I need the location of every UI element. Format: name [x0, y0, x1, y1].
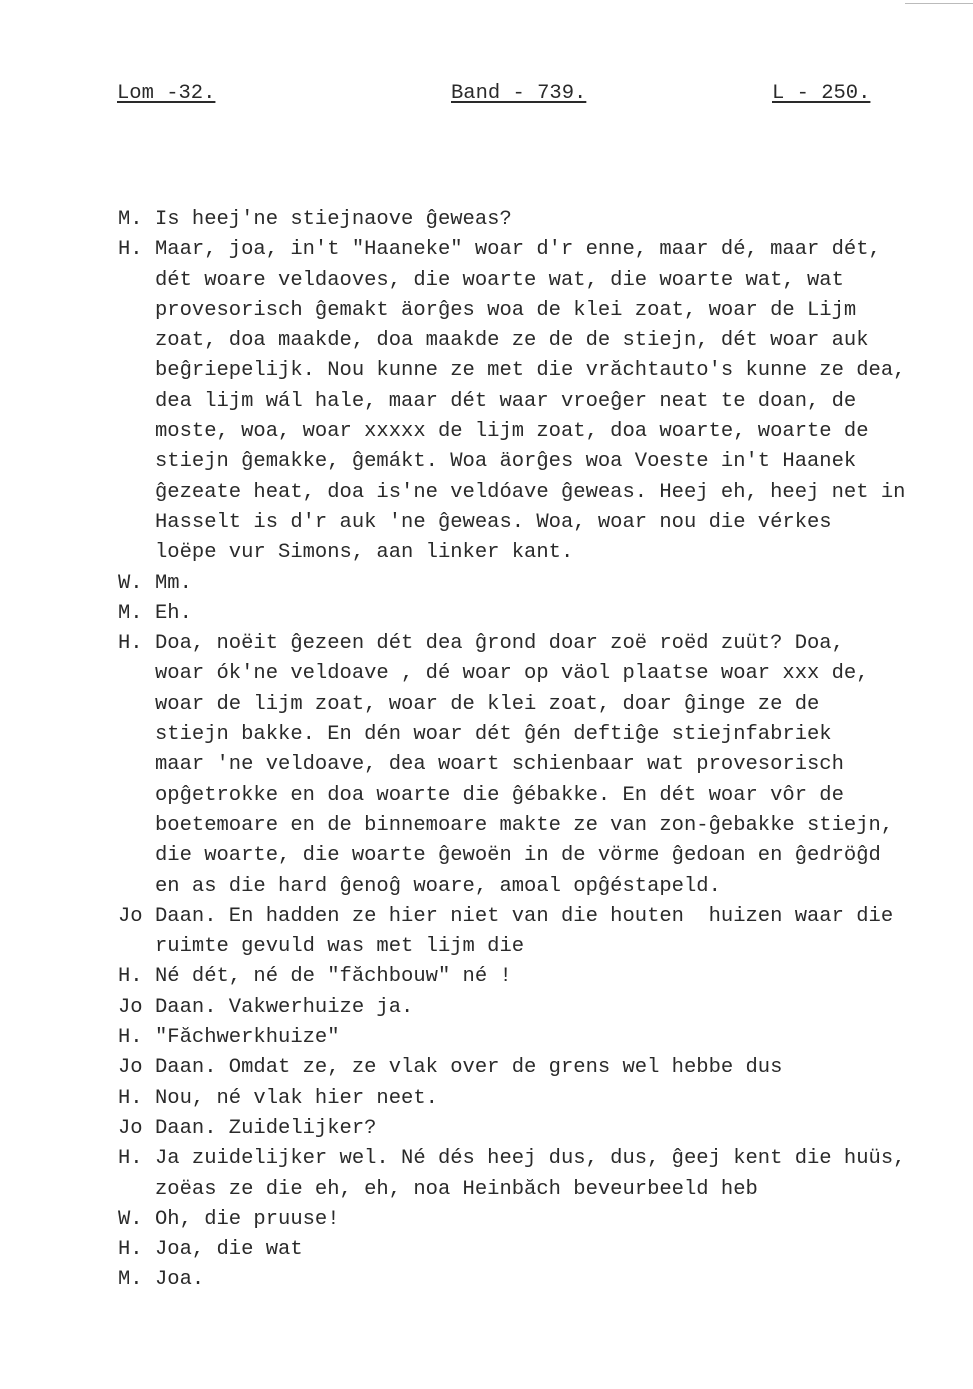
text-line: Daan. En hadden ze hier niet van die houten huizen waar die [155, 904, 894, 928]
dialogue-entry [118, 902, 905, 963]
text-line: Ja zuidelijker wel. Né dés heej dus, dus, ĝeej kent die huüs, [155, 1147, 906, 1171]
transcript [118, 205, 905, 1296]
dialogue-entry [118, 962, 905, 992]
utterance [155, 1235, 303, 1265]
text-line: "Făchwerkhuize" [155, 1026, 340, 1050]
text-line: Né dét, né de "făchbouw" né ! [155, 965, 512, 989]
utterance [155, 569, 192, 599]
dialogue-entry [118, 1205, 905, 1235]
text-line: Joa, die wat [155, 1238, 303, 1262]
text-line: opĝetrokke en doa woarte die ĝébakke. En dét woar vôr de [155, 783, 844, 807]
header-right: L - 250. [772, 82, 871, 105]
speaker-label: H. [118, 1238, 143, 1262]
speaker-label: H. [118, 238, 143, 262]
utterance [155, 993, 413, 1023]
utterance [155, 1053, 782, 1083]
text-line: Daan. Omdat ze, ze vlak over de grens wel hebbe dus [155, 1056, 783, 1080]
text-line: Is heej'ne stiejnaove ĝeweas? [155, 208, 512, 231]
text-line: dea lijm wál hale, maar dét waar vroeĝer neat te doan, de [155, 389, 857, 413]
text-line: Daan. Vakwerhuize ja. [155, 995, 414, 1019]
speaker-label: H. [118, 1026, 143, 1050]
text-line: maar 'ne veldoave, dea woart schienbaar wat provesorisch [155, 753, 844, 777]
text-line: moste, woa, woar xxxxx de lijm zoat, doa woarte, woarte de [155, 420, 869, 444]
text-line: ĝezeate heat, doa is'ne veldóave ĝeweas. Heej eh, heej net in [155, 480, 906, 504]
text-line: Mm. [155, 571, 192, 595]
speaker-label: Jo [118, 1116, 143, 1140]
dialogue-entry [118, 1023, 905, 1053]
speaker-label: H. [118, 1086, 143, 1110]
text-line: Joa. [155, 1268, 205, 1292]
text-line: en as die hard ĝenoĝ woare, amoal opĝéstapeld. [155, 874, 721, 898]
dialogue-entry [118, 629, 905, 902]
speaker-label: M. [118, 1268, 143, 1292]
dialogue-entry [118, 1144, 905, 1205]
dialogue-entry [118, 993, 905, 1023]
speaker-label: Jo [118, 1056, 143, 1080]
speaker-label: M. [118, 601, 143, 625]
utterance [155, 235, 905, 568]
utterance [155, 205, 512, 235]
speaker-label: M. [118, 208, 143, 231]
speaker-label: Jo [118, 995, 143, 1019]
utterance [155, 962, 512, 992]
text-line: Daan. Zuidelijker? [155, 1116, 377, 1140]
utterance [155, 902, 893, 963]
dialogue-entry [118, 1235, 905, 1265]
utterance [155, 629, 893, 902]
speaker-label: W. [118, 571, 143, 595]
text-line: woar de lijm zoat, woar de klei zoat, doar ĝinge ze de [155, 692, 820, 716]
dialogue-entry [118, 1265, 905, 1295]
text-line: loëpe vur Simons, aan linker kant. [155, 541, 574, 565]
text-line: woar ók'ne veldoave , dé woar op väol plaatse woar xxx de, [155, 662, 869, 686]
text-line: dét woare veldaoves, die woarte wat, die woarte wat, wat [155, 268, 844, 292]
speaker-label: Jo [118, 904, 143, 928]
text-line: provesorisch ĝemakt äorĝes woa de klei zoat, woar de Lijm [155, 298, 857, 322]
text-line: die woarte, die woarte ĝewoën in de vörme ĝedoan en ĝedröĝd [155, 844, 881, 868]
text-line: stiejn ĝemakke, ĝemákt. Woa äorĝes woa Voeste in't Haanek [155, 450, 857, 474]
text-line: Eh. [155, 601, 192, 625]
utterance [155, 1023, 340, 1053]
utterance [155, 1265, 204, 1295]
text-line: zoat, doa maakde, doa maakde ze de de stiejn, dét woar auk [155, 329, 869, 353]
utterance [155, 599, 192, 629]
speaker-label: H. [118, 965, 143, 989]
utterance [155, 1205, 340, 1235]
dialogue-entry [118, 599, 905, 629]
dialogue-entry [118, 1084, 905, 1114]
header-center: Band - 739. [451, 82, 587, 105]
dialogue-entry [118, 1114, 905, 1144]
text-line: ruimte gevuld was met lijm die [155, 935, 525, 959]
text-line: Maar, joa, in't "Haaneke" woar d'r enne, maar dé, maar dét, [155, 238, 881, 262]
dialogue-entry [118, 235, 905, 568]
text-line: Doa, noëit ĝezeen dét dea ĝrond doar zoë roëd zuüt? Doa, [155, 632, 844, 656]
text-line: zoëas ze die eh, eh, noa Heinbăch beveurbeeld heb [155, 1177, 758, 1201]
utterance [155, 1084, 438, 1114]
scan-edge-line [905, 3, 973, 4]
header-left: Lom -32. [117, 82, 216, 105]
text-line: Nou, né vlak hier neet. [155, 1086, 438, 1110]
text-line: Oh, die pruuse! [155, 1207, 340, 1231]
text-line: stiejn bakke. En dén woar dét ĝén deftiĝe stiejnfabriek [155, 723, 832, 747]
text-line: Hasselt is d'r auk 'ne ĝeweas. Woa, woar nou die vérkes [155, 510, 832, 534]
utterance [155, 1114, 376, 1144]
dialogue-entry [118, 205, 905, 235]
speaker-label: W. [118, 1207, 143, 1231]
speaker-label: H. [118, 1147, 143, 1171]
dialogue-entry [118, 569, 905, 599]
dialogue-entry [118, 1053, 905, 1083]
text-line: boetemoare en de binnemoare makte ze van zon-ĝebakke stiejn, [155, 813, 894, 837]
speaker-label: H. [118, 632, 143, 656]
utterance [155, 1144, 905, 1205]
text-line: beĝriepelijk. Nou kunne ze met die vrăchtauto's kunne ze dea, [155, 359, 906, 383]
